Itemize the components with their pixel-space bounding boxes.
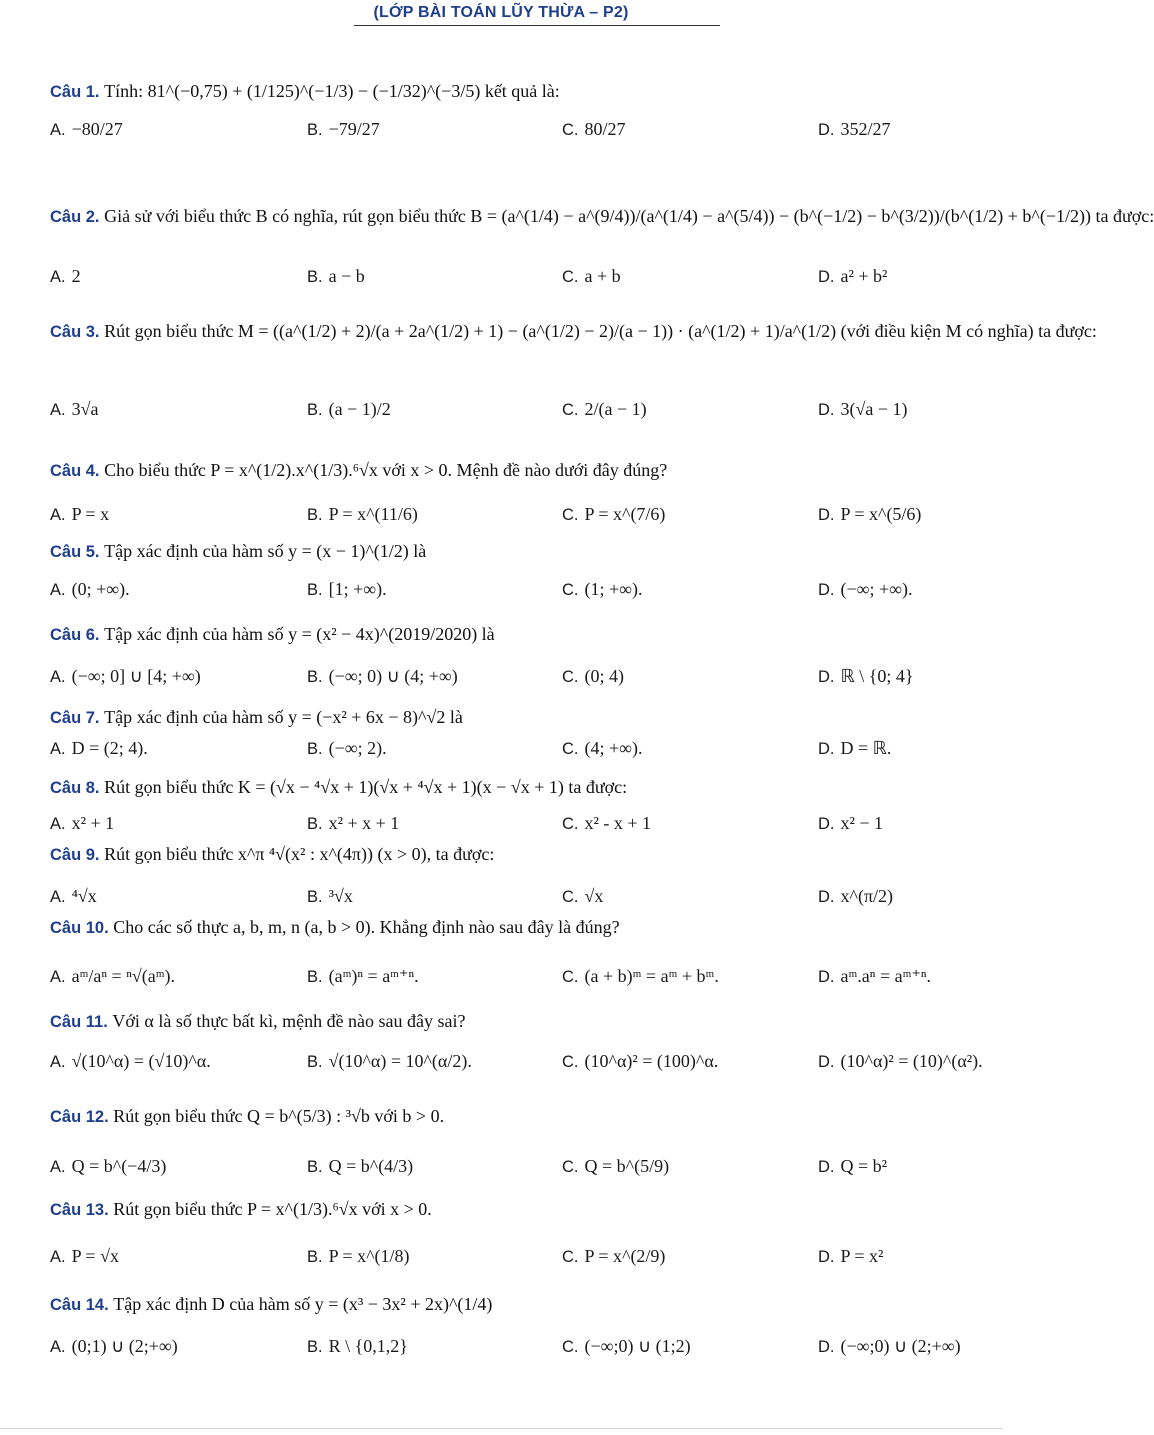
option-label: A. — [50, 581, 66, 599]
option-value: ℝ \ {0; 4} — [840, 666, 914, 686]
question-text: Rút gọn biểu thức x^π ⁴√(x² : x^(4π)) (x > 0), ta được: — [104, 844, 495, 864]
option-value: √(10^α) = (√10)^α. — [71, 1051, 211, 1071]
option-value: (−∞;0) ∪ (1;2) — [584, 1336, 691, 1356]
option-a[interactable] — [50, 812, 114, 835]
option-b[interactable] — [307, 885, 353, 908]
option-value: P = √x — [71, 1246, 119, 1266]
question-11 — [50, 1010, 466, 1033]
option-label: C. — [562, 668, 579, 686]
option-c[interactable] — [562, 1050, 718, 1073]
option-label: D. — [818, 1158, 835, 1176]
option-a[interactable] — [50, 665, 201, 688]
option-value: a − b — [328, 266, 365, 286]
option-d[interactable] — [818, 398, 908, 421]
question-number: Câu 13. — [50, 1201, 109, 1219]
question-6 — [50, 623, 495, 646]
option-c[interactable] — [562, 1335, 691, 1358]
option-label: A. — [50, 740, 66, 758]
option-label: D. — [818, 268, 835, 286]
question-text: Rút gọn biểu thức M = ((a^(1/2) + 2)/(a + 2a^(1/2) + 1) − (a^(1/2) − 2)/(a − 1)) · (a^(1/2) + 1)/a^(1/2) (với điều kiện M có nghĩa) ta được: — [104, 321, 1097, 341]
option-value: P = x^(11/6) — [328, 504, 418, 524]
option-value: (−∞; 2). — [328, 738, 387, 758]
question-number: Câu 8. — [50, 779, 100, 797]
question-1 — [50, 80, 560, 103]
option-label: C. — [562, 268, 579, 286]
option-a[interactable] — [50, 118, 123, 141]
question-number: Câu 7. — [50, 709, 100, 727]
option-value: 352/27 — [840, 119, 891, 139]
option-label: B. — [307, 506, 323, 524]
question-number: Câu 11. — [50, 1013, 108, 1031]
option-label: A. — [50, 121, 66, 139]
option-value: x² + 1 — [71, 813, 115, 833]
option-label: A. — [50, 506, 66, 524]
option-label: C. — [562, 581, 579, 599]
option-d[interactable] — [818, 812, 883, 835]
option-value: √(10^α) = 10^(α/2). — [328, 1051, 472, 1071]
option-label: A. — [50, 968, 66, 986]
option-label: B. — [307, 1248, 323, 1266]
option-label: C. — [562, 121, 579, 139]
question-text: Tập xác định của hàm số y = (−x² + 6x − 8)^√2 là — [104, 707, 463, 727]
option-value: (aᵐ)ⁿ = aᵐ⁺ⁿ. — [328, 966, 419, 986]
option-label: C. — [562, 401, 579, 419]
option-d[interactable] — [818, 578, 912, 601]
question-number: Câu 12. — [50, 1108, 109, 1126]
option-label: C. — [562, 815, 579, 833]
option-value: 3√a — [71, 399, 99, 419]
option-b[interactable] — [307, 1245, 410, 1268]
option-b[interactable] — [307, 1050, 472, 1073]
option-label: B. — [307, 1158, 323, 1176]
option-c[interactable] — [562, 812, 651, 835]
option-c[interactable] — [562, 965, 719, 988]
option-c[interactable] — [562, 885, 603, 908]
option-value: Q = b^(4/3) — [328, 1156, 414, 1176]
option-b[interactable] — [307, 265, 365, 288]
question-text: Cho biểu thức P = x^(1/2).x^(1/3).⁶√x với x > 0. Mệnh đề nào dưới đây đúng? — [104, 460, 668, 480]
option-value: D = ℝ. — [840, 738, 892, 758]
option-label: D. — [818, 1053, 835, 1071]
option-value: x² - x + 1 — [584, 813, 652, 833]
option-value: 2/(a − 1) — [584, 399, 647, 419]
option-d[interactable] — [818, 503, 921, 526]
option-label: B. — [307, 740, 323, 758]
bottom-divider — [0, 1428, 1002, 1429]
option-a[interactable] — [50, 1335, 178, 1358]
option-a[interactable] — [50, 1155, 166, 1178]
option-c[interactable] — [562, 1245, 665, 1268]
option-value: [1; +∞). — [328, 579, 387, 599]
option-b[interactable] — [307, 1335, 408, 1358]
option-label: C. — [562, 740, 579, 758]
option-c[interactable] — [562, 118, 626, 141]
question-text: Rút gọn biểu thức K = (√x − ⁴√x + 1)(√x + ⁴√x + 1)(x − √x + 1) ta được: — [104, 777, 628, 797]
page-title: (LỚP BÀI TOÁN LŨY THỪA – P2) — [373, 4, 629, 21]
question-number: Câu 1. — [50, 83, 100, 101]
option-value: P = x^(7/6) — [584, 504, 666, 524]
option-value: Q = b^(−4/3) — [71, 1156, 167, 1176]
option-label: D. — [818, 581, 835, 599]
option-label: B. — [307, 1053, 323, 1071]
option-b[interactable] — [307, 965, 419, 988]
option-d[interactable] — [818, 1155, 887, 1178]
option-label: B. — [307, 1338, 323, 1356]
option-value: aᵐ.aⁿ = aᵐ⁺ⁿ. — [840, 966, 932, 986]
option-c[interactable] — [562, 265, 621, 288]
option-c[interactable] — [562, 665, 624, 688]
option-value: (0;1) ∪ (2;+∞) — [71, 1336, 178, 1356]
option-value: (10^α)² = (100)^α. — [584, 1051, 719, 1071]
option-a[interactable] — [50, 503, 109, 526]
option-label: B. — [307, 401, 323, 419]
option-label: A. — [50, 1338, 66, 1356]
option-label: D. — [818, 401, 835, 419]
option-value: 2 — [71, 266, 81, 286]
question-13 — [50, 1198, 432, 1221]
option-d[interactable] — [818, 737, 891, 760]
option-value: P = x — [71, 504, 110, 524]
option-d[interactable] — [818, 1245, 883, 1268]
title-underline — [354, 25, 720, 26]
option-value: (−∞; +∞). — [840, 579, 913, 599]
option-b[interactable] — [307, 503, 418, 526]
option-value: D = (2; 4). — [71, 738, 148, 758]
option-c[interactable] — [562, 398, 647, 421]
option-label: D. — [818, 888, 835, 906]
option-a[interactable] — [50, 885, 97, 908]
option-d[interactable] — [818, 265, 887, 288]
option-a[interactable] — [50, 1245, 119, 1268]
question-text: Rút gọn biểu thức P = x^(1/3).⁶√x với x > 0. — [113, 1199, 432, 1219]
question-number: Câu 10. — [50, 919, 109, 937]
option-d[interactable] — [818, 118, 891, 141]
option-label: C. — [562, 968, 579, 986]
option-label: C. — [562, 506, 579, 524]
option-value: P = x^(2/9) — [584, 1246, 666, 1266]
question-3 — [50, 320, 1097, 343]
question-2 — [50, 205, 1154, 228]
option-label: A. — [50, 1053, 66, 1071]
question-number: Câu 5. — [50, 543, 100, 561]
option-value: (0; 4) — [584, 666, 624, 686]
option-value: (0; +∞). — [71, 579, 130, 599]
option-value: (10^α)² = (10)^(α²). — [840, 1051, 983, 1071]
option-value: Q = b² — [840, 1156, 888, 1176]
option-value: 80/27 — [584, 119, 626, 139]
option-label: C. — [562, 1158, 579, 1176]
question-8 — [50, 776, 627, 799]
option-value: (−∞; 0] ∪ [4; +∞) — [71, 666, 201, 686]
option-label: A. — [50, 815, 66, 833]
question-number: Câu 6. — [50, 626, 100, 644]
option-b[interactable] — [307, 1155, 413, 1178]
option-a[interactable] — [50, 578, 130, 601]
option-d[interactable] — [818, 885, 893, 908]
question-text: Rút gọn biểu thức Q = b^(5/3) : ³√b với b > 0. — [113, 1106, 445, 1126]
question-5 — [50, 540, 426, 563]
option-d[interactable] — [818, 1050, 983, 1073]
option-value: Q = b^(5/9) — [584, 1156, 670, 1176]
option-value: R \ {0,1,2} — [328, 1336, 408, 1356]
option-b[interactable] — [307, 398, 391, 421]
option-b[interactable] — [307, 737, 387, 760]
option-value: (1; +∞). — [584, 579, 643, 599]
option-a[interactable] — [50, 1050, 211, 1073]
option-label: C. — [562, 888, 579, 906]
option-d[interactable] — [818, 665, 914, 688]
option-label: D. — [818, 668, 835, 686]
option-a[interactable] — [50, 737, 148, 760]
option-d[interactable] — [818, 1335, 961, 1358]
option-value: √x — [584, 886, 604, 906]
question-number: Câu 3. — [50, 323, 100, 341]
question-number: Câu 2. — [50, 208, 100, 226]
option-a[interactable] — [50, 265, 81, 288]
option-label: D. — [818, 506, 835, 524]
option-b[interactable] — [307, 578, 387, 601]
option-label: B. — [307, 581, 323, 599]
option-value: (−∞;0) ∪ (2;+∞) — [840, 1336, 961, 1356]
option-label: D. — [818, 1338, 835, 1356]
option-label: D. — [818, 121, 835, 139]
option-value: −79/27 — [328, 119, 380, 139]
option-value: x² + x + 1 — [328, 813, 400, 833]
option-value: P = x^(5/6) — [840, 504, 922, 524]
option-label: B. — [307, 815, 323, 833]
option-a[interactable] — [50, 398, 98, 421]
question-number: Câu 4. — [50, 462, 100, 480]
option-c[interactable] — [562, 1155, 669, 1178]
option-value: ⁴√x — [71, 886, 97, 906]
option-label: A. — [50, 1158, 66, 1176]
option-label: D. — [818, 740, 835, 758]
question-text: Tập xác định D của hàm số y = (x³ − 3x² + 2x)^(1/4) — [113, 1294, 493, 1314]
option-c[interactable] — [562, 503, 665, 526]
option-value: x^(π/2) — [840, 886, 894, 906]
option-value: −80/27 — [71, 119, 123, 139]
option-label: A. — [50, 668, 66, 686]
option-b[interactable] — [307, 812, 399, 835]
option-b[interactable] — [307, 665, 458, 688]
option-value: (a − 1)/2 — [328, 399, 391, 419]
question-10 — [50, 916, 620, 939]
question-12 — [50, 1105, 444, 1128]
option-label: D. — [818, 968, 835, 986]
option-value: ³√x — [328, 886, 353, 906]
option-c[interactable] — [562, 737, 642, 760]
option-label: B. — [307, 888, 323, 906]
question-text: Tập xác định của hàm số y = (x − 1)^(1/2) là — [104, 541, 427, 561]
question-text: Tính: 81^(−0,75) + (1/125)^(−1/3) − (−1/32)^(−3/5) kết quả là: — [104, 81, 560, 101]
option-label: B. — [307, 968, 323, 986]
option-value: aᵐ/aⁿ = ⁿ√(aᵐ). — [71, 966, 176, 986]
question-14 — [50, 1293, 492, 1316]
option-a[interactable] — [50, 965, 175, 988]
option-label: B. — [307, 668, 323, 686]
option-label: A. — [50, 268, 66, 286]
option-b[interactable] — [307, 118, 380, 141]
option-label: C. — [562, 1248, 579, 1266]
option-label: D. — [818, 1248, 835, 1266]
option-value: (a + b)ᵐ = aᵐ + bᵐ. — [584, 966, 719, 986]
question-number: Câu 14. — [50, 1296, 109, 1314]
option-label: B. — [307, 268, 323, 286]
question-text: Giả sử với biểu thức B có nghĩa, rút gọn biểu thức B = (a^(1/4) − a^(9/4))/(a^(1/4) − a^(5/4)) − (b^(−1/2) − b^(3/2))/(b^(1/2) + b^(−1/2)) ta được: — [104, 206, 1154, 226]
option-value: P = x^(1/8) — [328, 1246, 410, 1266]
question-9 — [50, 843, 494, 866]
option-d[interactable] — [818, 965, 931, 988]
option-value: a + b — [584, 266, 621, 286]
option-label: D. — [818, 815, 835, 833]
question-7 — [50, 706, 463, 729]
question-4 — [50, 459, 667, 482]
option-value: (4; +∞). — [584, 738, 643, 758]
option-value: 3(√a − 1) — [840, 399, 908, 419]
question-number: Câu 9. — [50, 846, 100, 864]
option-label: C. — [562, 1338, 579, 1356]
option-label: C. — [562, 1053, 579, 1071]
question-text: Với α là số thực bất kì, mệnh đề nào sau đây sai? — [112, 1011, 466, 1031]
question-text: Cho các số thực a, b, m, n (a, b > 0). Khẳng định nào sau đây là đúng? — [113, 917, 620, 937]
option-label: A. — [50, 401, 66, 419]
option-label: A. — [50, 1248, 66, 1266]
option-value: x² − 1 — [840, 813, 884, 833]
option-label: B. — [307, 121, 323, 139]
question-text: Tập xác định của hàm số y = (x² − 4x)^(2019/2020) là — [104, 624, 495, 644]
option-label: A. — [50, 888, 66, 906]
option-value: (−∞; 0) ∪ (4; +∞) — [328, 666, 458, 686]
option-value: a² + b² — [840, 266, 888, 286]
option-c[interactable] — [562, 578, 642, 601]
option-value: P = x² — [840, 1246, 884, 1266]
